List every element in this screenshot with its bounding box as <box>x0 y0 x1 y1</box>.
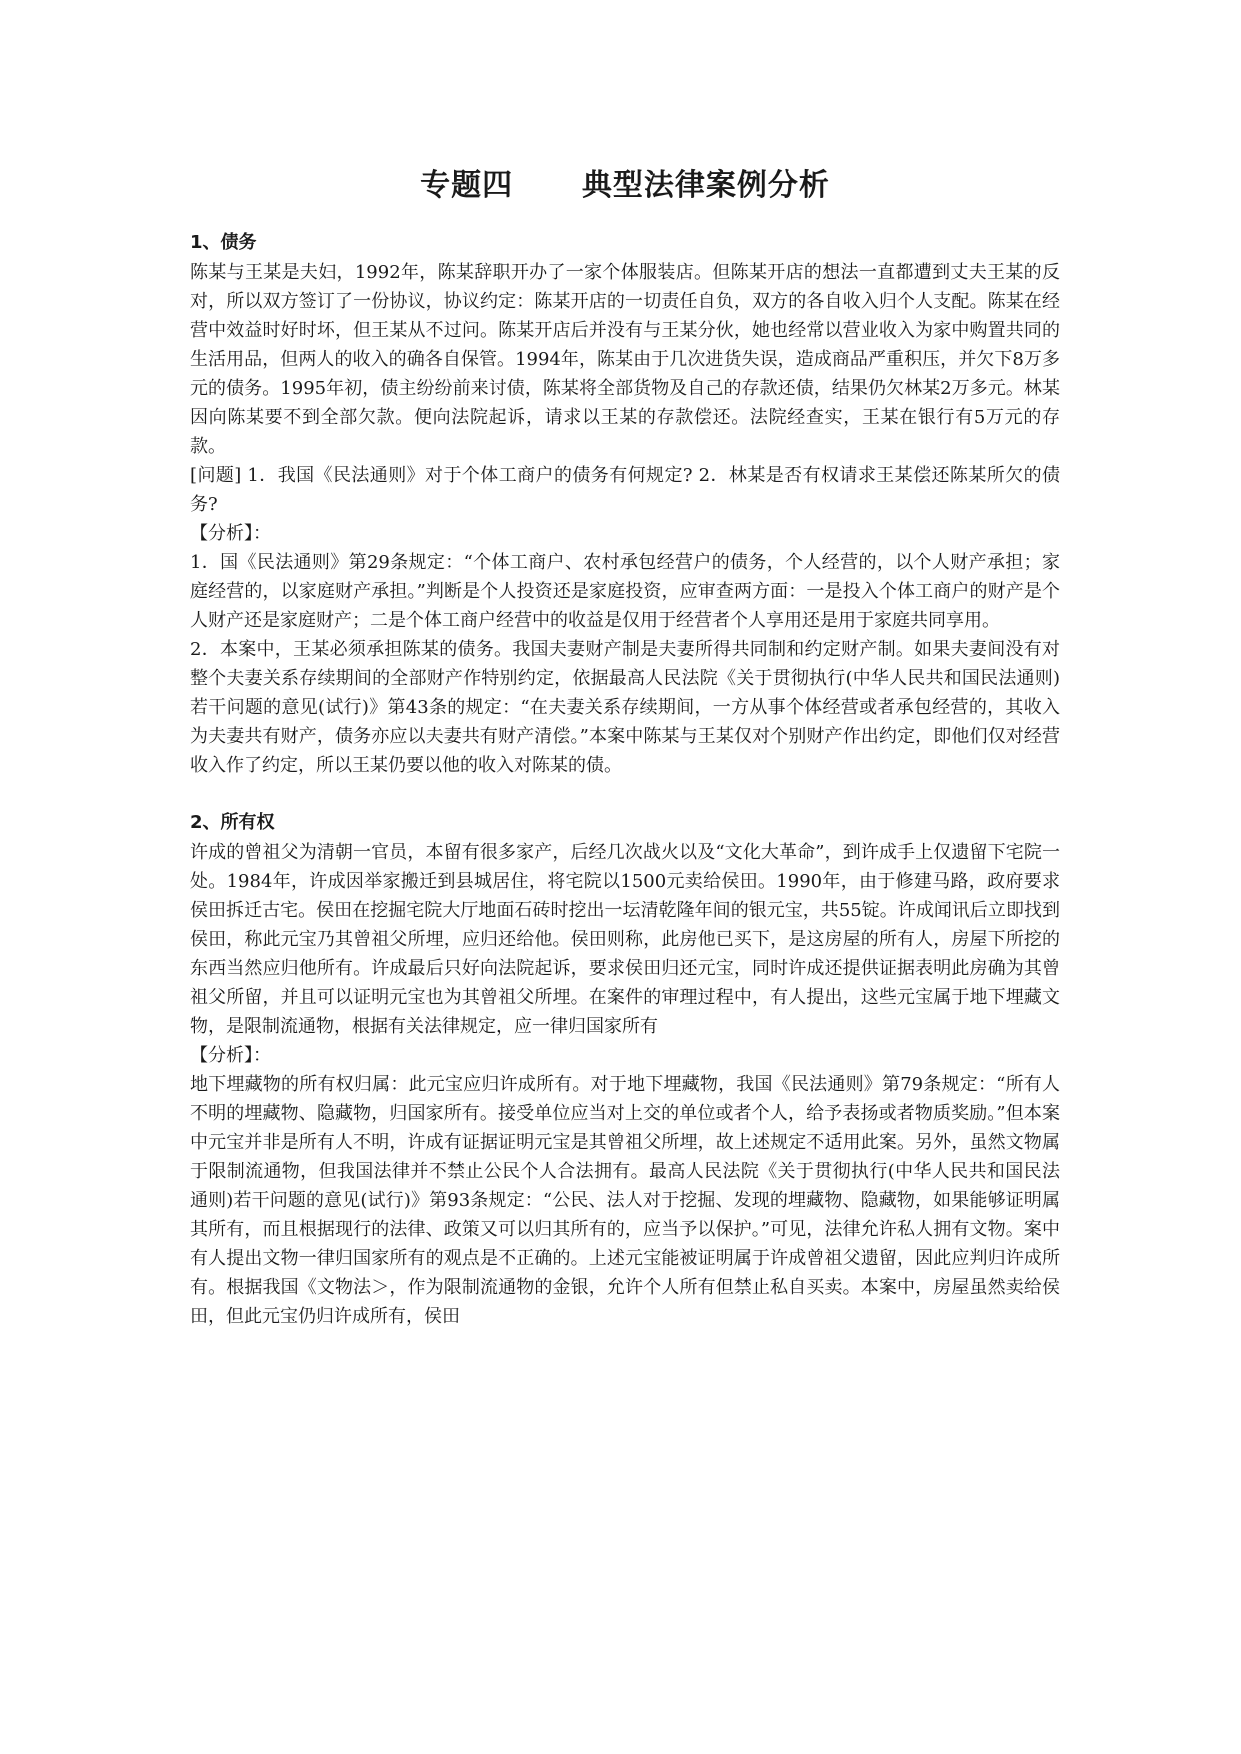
document-title: 专题四 典型法律案例分析 <box>420 168 830 203</box>
case-text: 陈某与王某是夫妇，1992年，陈某辞职开办了一家个体服装店。但陈某开店的想法一直都遭到丈夫王某的反对，所以双方签订了一份协议，协议约定：陈某开店的一切责任自负，双方的各自收入归个人支配。陈某在经营中效益时好时坏，但王某从不过问。陈某开店后并没有与王某分伙，她也经常以营业收入为家中购置共同的生活用品，但两人的收入的确各自保管。1994年，陈某由于几次进货失误，造成商品严重积压，并欠下8万多元的债务。1995年初，债主纷纷前来讨债，陈某将全部货物及自己的存款还债，结果仍欠林某2万多元。林某因向陈某要不到全部欠款。便向法院起诉，请求以王某的存款偿还。法院经查实，王某在银行有5万元的存款。 <box>190 262 1060 457</box>
document-page <box>190 160 1060 1331</box>
analysis-paragraph: 地下埋藏物的所有权归属：此元宝应归许成所有。对于地下埋藏物，我国《民法通则》第79条规定：“所有人不明的埋藏物、隐藏物，归国家所有。接受单位应当对上交的单位或者个人，给予表扬或者物质奖励。”但本案中元宝并非是所有人不明，许成有证据证明元宝是其曾祖父所埋，故上述规定不适用此案。另外，虽然文物属于限制流通物，但我国法律并不禁止公民个人合法拥有。最高人民法院《关于贯彻执行(中华人民共和国民法通则)若干问题的意见(试行)》第93条规定：“公民、法人对于挖掘、发现的埋藏物、隐藏物，如果能够证明属其所有，而且根据现行的法律、政策又可以归其所有的，应当予以保护。”可见，法律允许私人拥有文物。案中有人提出文物一律归国家所有的观点是不正确的。上述元宝能被证明属于许成曾祖父遗留，因此应判归许成所有。根据我国《文物法＞，作为限制流通物的金银，允许个人所有但禁止私自买卖。本案中，房屋虽然卖给侯田，但此元宝仍归许成所有，侯田 <box>190 1074 1060 1327</box>
section-heading: 2、所有权 <box>190 812 275 833</box>
section-heading: 1、债务 <box>190 232 257 253</box>
section-spacer <box>190 780 1060 810</box>
analysis-label: 【分析】： <box>190 1045 271 1066</box>
analysis-paragraph: 2．本案中，王某必须承担陈某的债务。我国夫妻财产制是夫妻所得共同制和约定财产制。如果夫妻间没有对整个夫妻关系存续期间的全部财产作特别约定，依据最高人民法院《关于贯彻执行(中华人民共和国民法通则)若干问题的意见(试行)》第43条的规定：“在夫妻关系存续期间，一方从事个体经营或者承包经营的，其收入为夫妻共有财产，债务亦应以夫妻共有财产清偿。”本案中陈某与王某仅对个别财产作出约定，即他们仅对经营收入作了约定，所以王某仍要以他的收入对陈某的债。 <box>190 639 1060 776</box>
case-question: [问题] 1．我国《民法通则》对于个体工商户的债务有何规定? 2．林某是否有权请求王某偿还陈某所欠的债务? <box>190 465 1060 515</box>
analysis-label: 【分析】： <box>190 523 271 544</box>
case-text: 许成的曾祖父为清朝一官员，本留有很多家产，后经几次战火以及“文化大革命”，到许成手上仅遗留下宅院一处。1984年，许成因举家搬迁到县城居住，将宅院以1500元卖给侯田。1990年，由于修建马路，政府要求侯田拆迁古宅。侯田在挖掘宅院大厅地面石砖时挖出一坛清乾隆年间的银元宝，共55锭。许成闻讯后立即找到侯田，称此元宝乃其曾祖父所埋，应归还给他。侯田则称，此房他已买下，是这房屋的所有人，房屋下所挖的东西当然应归他所有。许成最后只好向法院起诉，要求侯田归还元宝，同时许成还提供证据表明此房确为其曾祖父所留，并且可以证明元宝也为其曾祖父所埋。在案件的审理过程中，有人提出，这些元宝属于地下埋藏文物，是限制流通物，根据有关法律规定，应一律归国家所有 <box>190 842 1060 1037</box>
analysis-paragraph: 1．国《民法通则》第29条规定：“个体工商户、农村承包经营户的债务，个人经营的，以个人财产承担；家庭经营的，以家庭财产承担。”判断是个人投资还是家庭投资，应审查两方面：一是投入个体工商户的财产是个人财产还是家庭财产；二是个体工商户经营中的收益是仅用于经营者个人享用还是用于家庭共同享用。 <box>190 552 1060 631</box>
section-debt <box>190 230 1060 780</box>
section-ownership <box>190 810 1060 1331</box>
